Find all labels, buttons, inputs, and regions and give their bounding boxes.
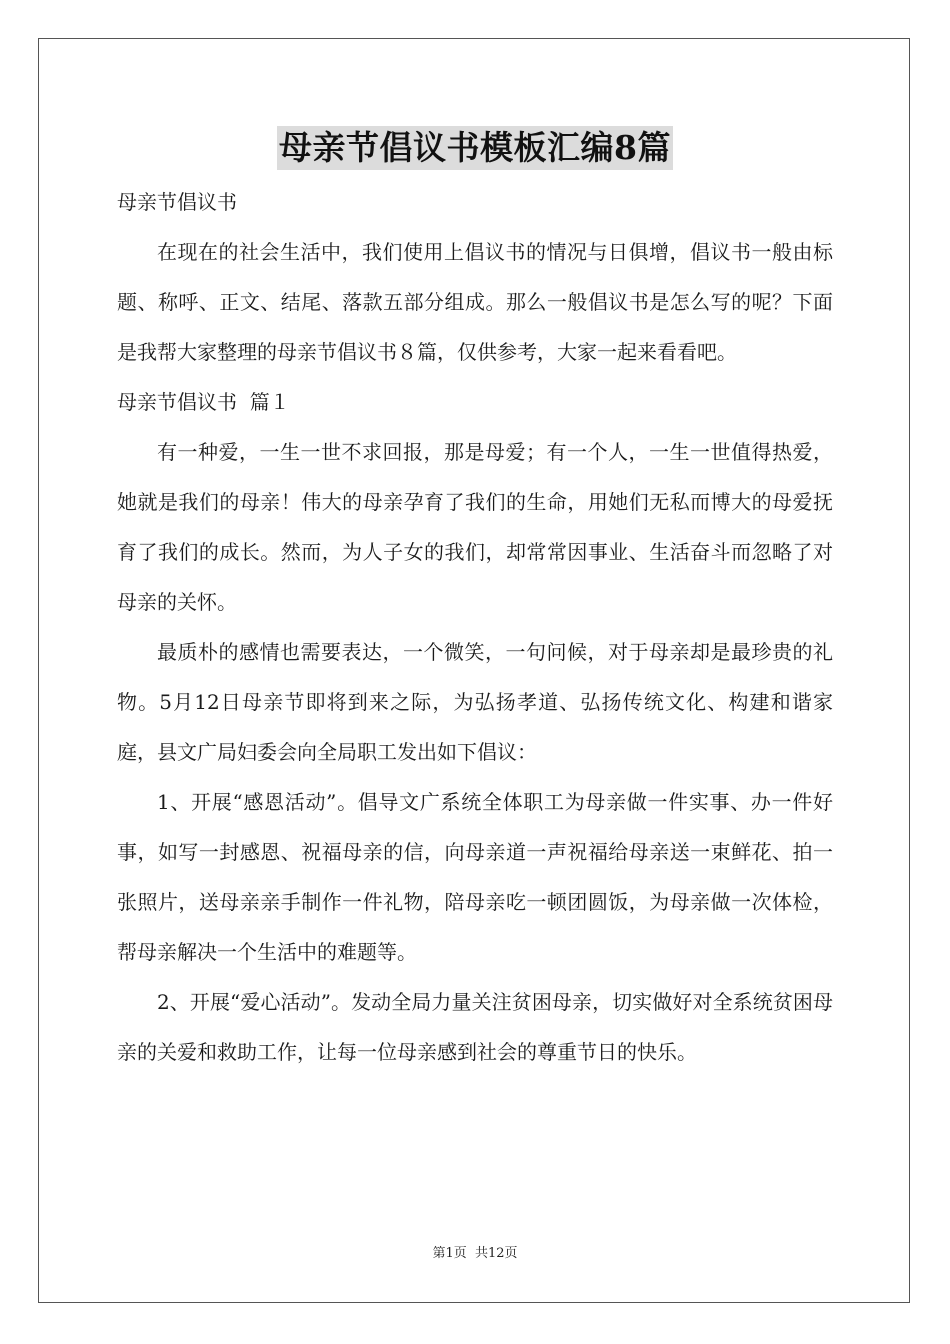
page-number: 第1页 xyxy=(432,1246,467,1261)
document-title: 母亲节倡议书模板汇编8篇 xyxy=(277,126,673,170)
intro-paragraph: 在现在的社会生活中，我们使用上倡议书的情况与日俱增，倡议书一般由标题、称呼、正文、结尾、落款五部分组成。那么一般倡议书是怎么写的呢？下面是我帮大家整理的母亲节倡议书８篇，仅供参考，大家一起来看看吧。 xyxy=(117,240,833,364)
document-body xyxy=(117,177,833,1077)
list-item-love: 2、开展“爱心活动”。发动全局力量关注贫困母亲，切实做好对全系统贫困母亲的关爱和救助工作，让每一位母亲感到社会的尊重节日的快乐。 xyxy=(117,990,833,1064)
list-item-gratitude: 1、开展“感恩活动”。倡导文广系统全体职工为母亲做一件实事、办一件好事，如写一封感恩、祝福母亲的信，向母亲道一声祝福给母亲送一束鲜花、拍一张照片，送母亲亲手制作一件礼物，陪母亲吃一顿团圆饭，为母亲做一次体检，帮母亲解决一个生活中的难题等。 xyxy=(117,790,833,964)
intro-heading: 母亲节倡议书 xyxy=(117,190,237,214)
page-total: 共12页 xyxy=(474,1246,518,1261)
section-heading: 母亲节倡议书 篇１ xyxy=(117,390,290,414)
title-container xyxy=(0,126,950,170)
body-paragraph: 有一种爱，一生一世不求回报，那是母爱；有一个人，一生一世值得热爱，她就是我们的母亲！伟大的母亲孕育了我们的生命，用她们无私而博大的母爱抚育了我们的成长。然而，为人子女的我们，却常常因事业、生活奋斗而忽略了对母亲的关怀。 xyxy=(117,440,833,614)
page-footer xyxy=(0,1244,950,1264)
body-paragraph: 最质朴的感情也需要表达，一个微笑，一句问候，对于母亲却是最珍贵的礼物。5月12日母亲节即将到来之际，为弘扬孝道、弘扬传统文化、构建和谐家庭，县文广局妇委会向全局职工发出如下倡议： xyxy=(117,640,833,764)
